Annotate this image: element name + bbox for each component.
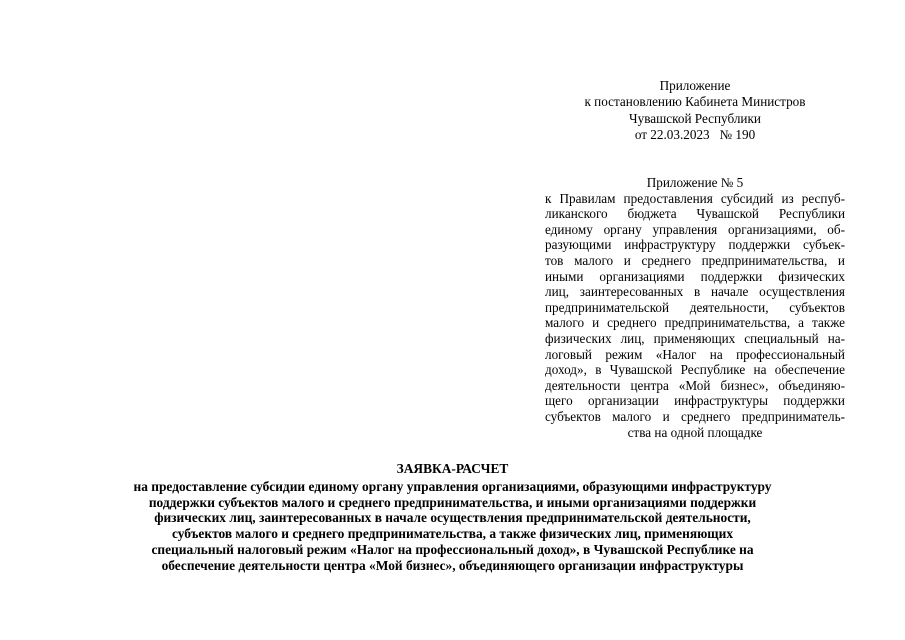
document-subtitle bbox=[0, 479, 905, 573]
subtitle-line: специальный налоговый режим «Налог на профессиональный доход», в Чувашской Республике на bbox=[151, 541, 754, 557]
subtitle-line: на предоставление субсидии единому органу управления организациями, образующими инфраструктуру bbox=[133, 479, 772, 494]
appendix-republic-line: Чувашской Республики bbox=[629, 110, 761, 126]
appendix-label: Приложение bbox=[659, 78, 731, 93]
rules-line: малого и среднего предпринимательства, а также bbox=[545, 315, 845, 331]
rules-line: разующими инфраструктуру поддержки субъек- bbox=[545, 237, 845, 253]
appendix-header bbox=[545, 78, 845, 144]
rules-line: доход», в Чувашской Республике на обеспечение bbox=[545, 362, 845, 378]
appendix-date-number: от 22.03.2023 № 190 bbox=[634, 127, 756, 143]
subtitle-line: поддержки субъектов малого и среднего предпринимательства, и иными организациями поддержки bbox=[148, 494, 757, 510]
subtitle-line: субъектов малого и среднего предпринимательства, а также физических лиц, применяющих bbox=[171, 526, 734, 542]
rules-line: предпринимательской деятельности, субъектов bbox=[545, 299, 845, 315]
rules-line: щего организации инфраструктуры поддержки bbox=[545, 393, 845, 409]
rules-line: единому органу управления организациями, об- bbox=[545, 221, 845, 237]
subtitle-line: обеспечение деятельности центра «Мой бизнес», объединяющего организации инфраструктуры bbox=[161, 557, 744, 573]
rules-appendix-block bbox=[545, 175, 845, 440]
appendix-decree-line: к постановлению Кабинета Министров bbox=[584, 94, 806, 110]
rules-line: ства на одной площадке bbox=[627, 424, 763, 440]
rules-line: к Правилам предоставления субсидий из респуб- bbox=[545, 190, 845, 206]
rules-line: тов малого и среднего предпринимательства, и bbox=[545, 252, 845, 268]
rules-line: деятельности центра «Мой бизнес», объединяю- bbox=[545, 377, 845, 393]
rules-appendix-heading: Приложение № 5 bbox=[646, 175, 744, 190]
rules-line: физических лиц, применяющих специальный на- bbox=[545, 330, 845, 346]
subtitle-line: физических лиц, заинтересованных в начале осуществления предпринимательской деятельности, bbox=[154, 510, 751, 526]
rules-line: логовый режим «Налог на профессиональный bbox=[545, 346, 845, 362]
rules-line: лиц, заинтересованных в начале осуществления bbox=[545, 284, 845, 300]
rules-line: иными организациями поддержки физических bbox=[545, 268, 845, 284]
rules-line: субъектов малого и среднего предприниматель- bbox=[545, 408, 845, 424]
rules-line: ликанского бюджета Чувашской Республики bbox=[545, 206, 845, 222]
document-title: ЗАЯВКА-РАСЧЕТ bbox=[396, 461, 509, 476]
